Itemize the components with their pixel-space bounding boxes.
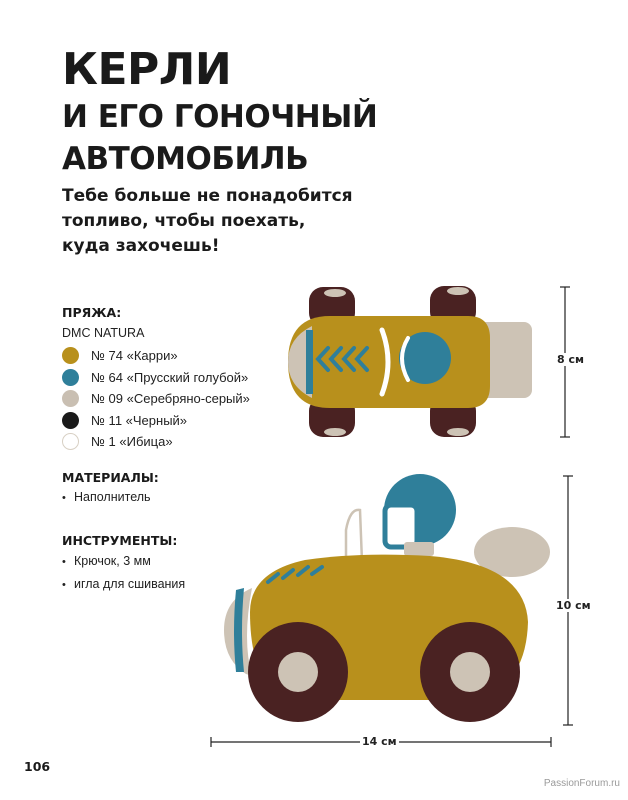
page-number: 106 [24, 759, 51, 774]
car-side-view-icon [224, 474, 550, 722]
tools-heading: ИНСТРУМЕНТЫ: [62, 533, 178, 548]
yarn-item-label: № 1 «Ибица» [91, 434, 173, 450]
title-line-3: АВТОМОБИЛЬ [62, 141, 309, 177]
dimension-label-top-height: 8 см [557, 353, 584, 366]
materials-heading: МАТЕРИАЛЫ: [62, 470, 159, 485]
dimension-label-side-length: 14 см [362, 735, 397, 748]
yarn-brand: DMC NATURA [62, 326, 145, 340]
watermark: PassionForum.ru [543, 778, 620, 789]
yarn-heading: ПРЯЖА: [62, 305, 122, 320]
subtitle-line: топливо, чтобы поехать, [62, 211, 306, 231]
tools-item: • игла для сшивания [62, 573, 185, 596]
subtitle-line: Тебе больше не понадобится [62, 186, 353, 206]
car-top-view-icon [288, 286, 532, 437]
title-line-1: КЕРЛИ [62, 44, 232, 95]
yarn-item-label: № 64 «Прусский голубой» [91, 369, 249, 385]
yarn-item-label: № 11 «Черный» [91, 412, 188, 428]
yarn-item-label: № 74 «Карри» [91, 348, 178, 364]
dimension-label-side-height: 10 см [556, 599, 591, 612]
materials-item: • Наполнитель [62, 486, 151, 509]
yarn-item-label: № 09 «Серебряно-серый» [91, 391, 250, 407]
title-line-2: И ЕГО ГОНОЧНЫЙ [62, 99, 378, 135]
tools-item: • Крючок, 3 мм [62, 550, 185, 573]
subtitle-line: куда захочешь! [62, 236, 220, 256]
